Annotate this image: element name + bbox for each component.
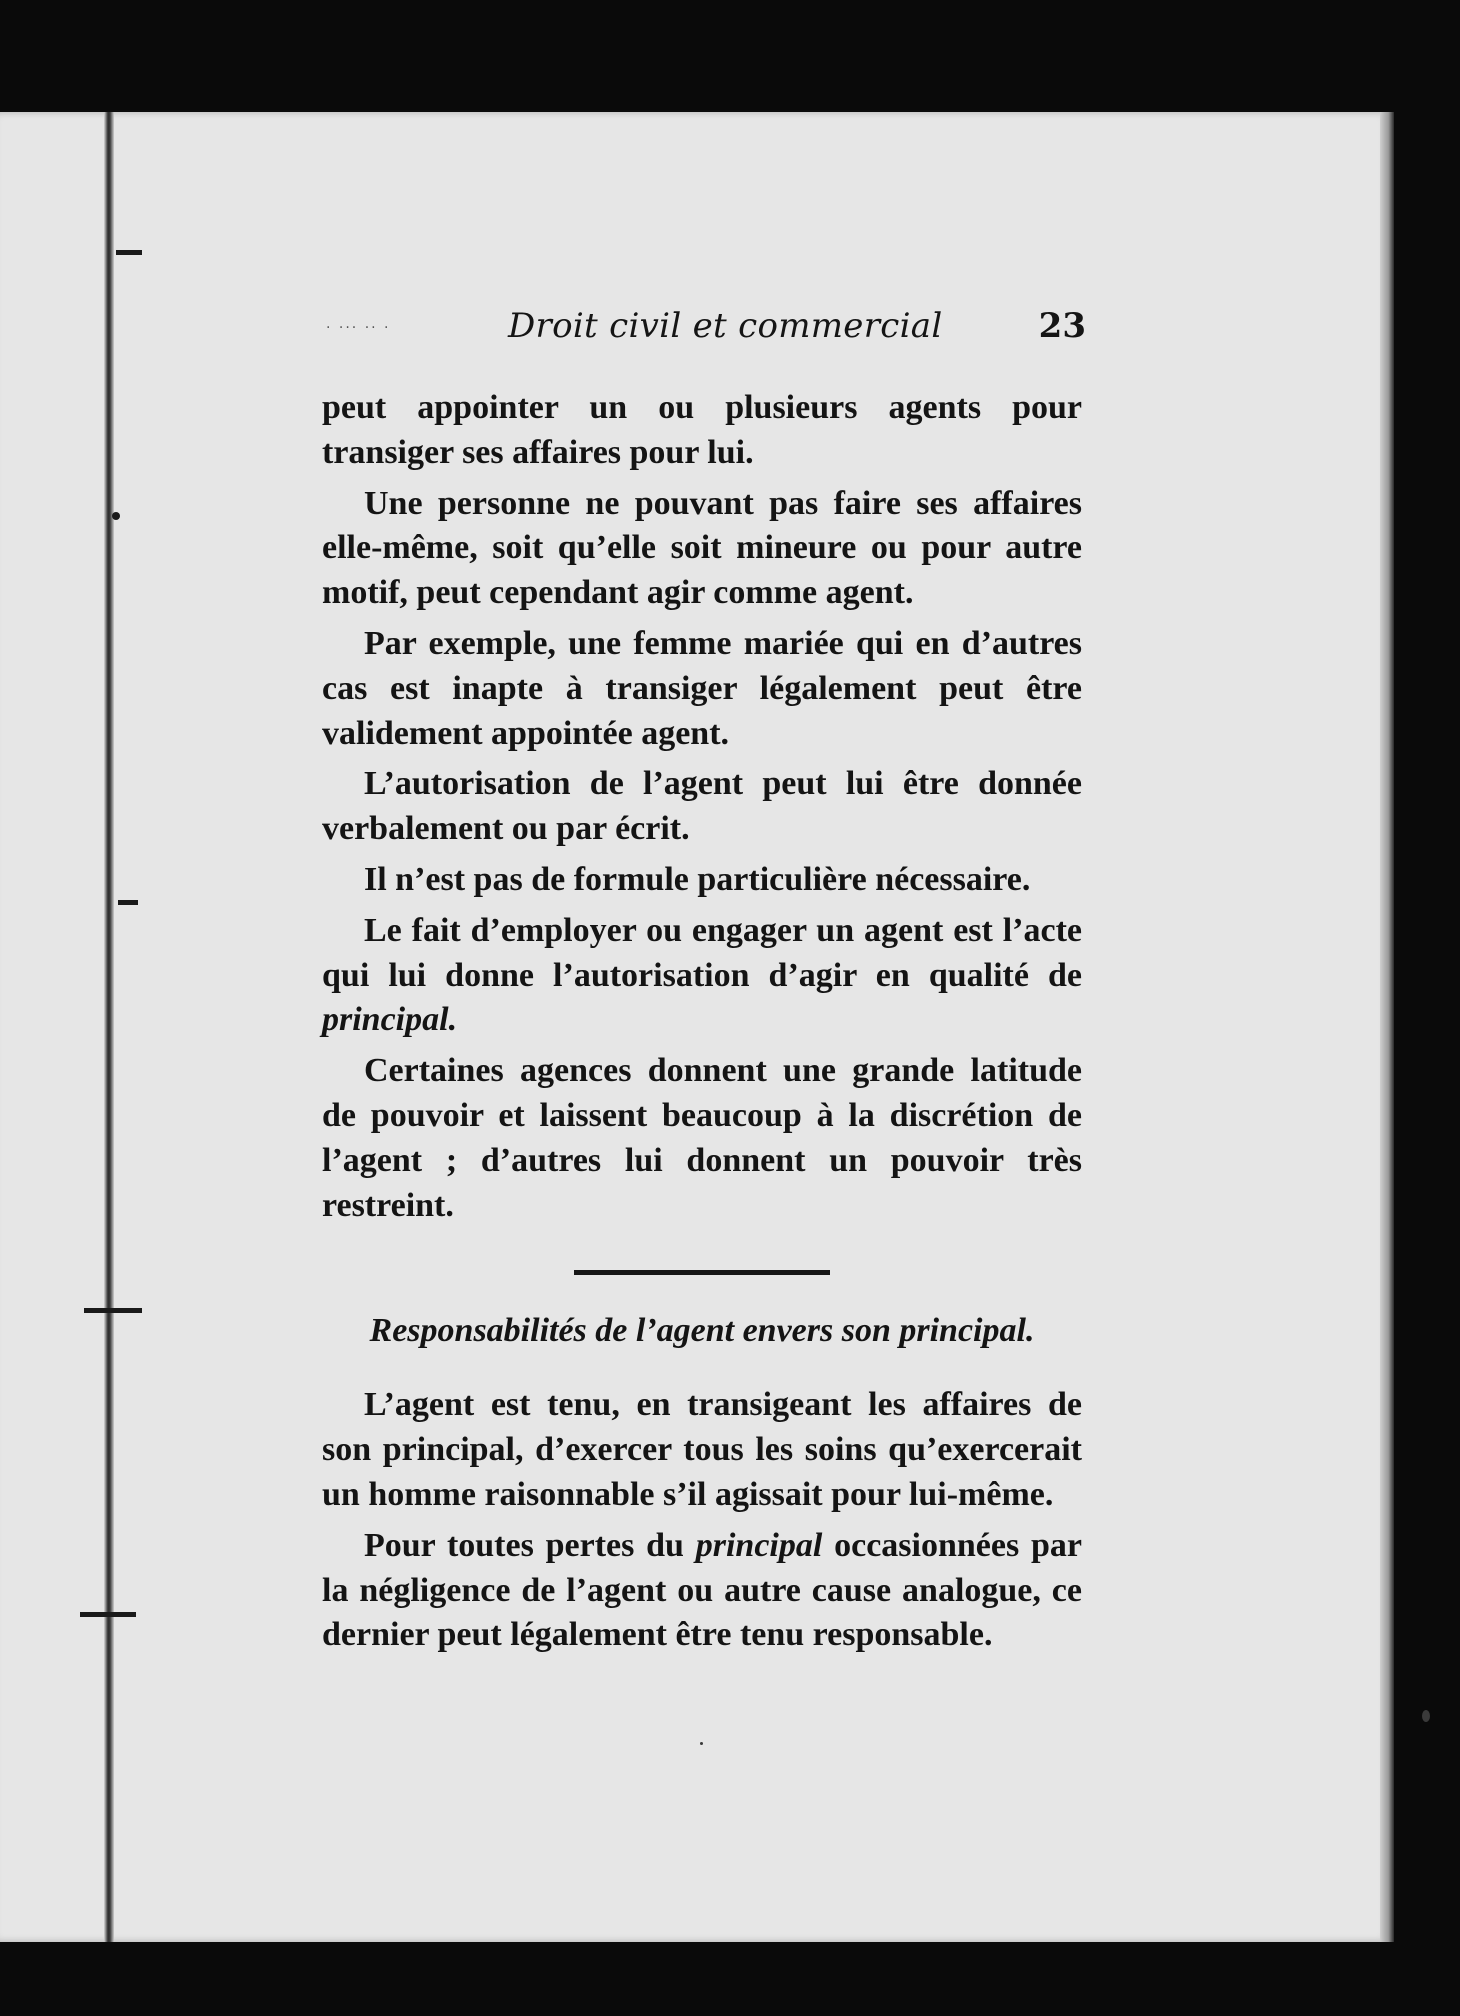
paragraph-text: peut appointer un ou plusieurs agents pour transiger ses affaires pour lui. bbox=[322, 389, 1082, 471]
paragraph-text: L’agent est tenu, en transigeant les affaires de son principal, d’exercer tous les soins qu’exercerait un homme raisonnable s’il agissait pour lui-même. bbox=[322, 1386, 1082, 1513]
binding-mark bbox=[84, 1308, 142, 1313]
paragraph bbox=[322, 482, 1082, 616]
section-divider-rule bbox=[574, 1270, 830, 1275]
paragraph bbox=[322, 386, 1082, 476]
paragraph bbox=[322, 1524, 1082, 1658]
page-body bbox=[322, 386, 1082, 1664]
paragraph bbox=[322, 762, 1082, 852]
paragraph bbox=[322, 858, 1082, 903]
dust-speck bbox=[700, 1742, 703, 1745]
binding-mark bbox=[116, 250, 142, 255]
binding-mark bbox=[112, 512, 120, 520]
page-header bbox=[320, 306, 1086, 356]
dust-speck bbox=[1422, 1710, 1430, 1722]
italic-term: principal. bbox=[322, 1001, 458, 1039]
paragraph bbox=[322, 1049, 1082, 1228]
paragraph-text: L’autorisation de l’agent peut lui être donnée verbalement ou par écrit. bbox=[322, 765, 1082, 848]
italic-term: principal bbox=[695, 1526, 823, 1564]
print-specks: · ··· ·· · bbox=[326, 320, 391, 336]
paragraph-text: Une personne ne pouvant pas faire ses affaires elle-même, soit qu’elle soit mineure ou pour autre motif, peut cependant agir comme agent. bbox=[322, 484, 1082, 612]
binding-mark bbox=[80, 1612, 136, 1617]
section-heading: Responsabilités de l’agent envers son principal. bbox=[369, 1312, 1035, 1350]
section-paragraph-list bbox=[322, 1383, 1082, 1658]
page-edge-shadow bbox=[1380, 112, 1394, 1942]
paragraph-text: Le fait d’employer ou engager un agent est l’acte qui lui donne l’autorisation d’agir en qualité de bbox=[322, 911, 1082, 994]
paragraph-text: Certaines agences donnent une grande latitude de pouvoir et laissent beaucoup à la discrétion de l’agent ; d’autres lui donnent un pouvoir très restreint. bbox=[322, 1052, 1082, 1224]
paragraph-list bbox=[322, 386, 1082, 1228]
paragraph-text: Par exemple, une femme mariée qui en d’autres cas est inapte à transiger légalement peut être validement appointée agent. bbox=[322, 624, 1082, 752]
paragraph bbox=[322, 1383, 1082, 1517]
paragraph-text: Il n’est pas de formule particulière nécessaire. bbox=[364, 860, 1031, 898]
running-title: Droit civil et commercial bbox=[508, 306, 943, 346]
page-number: 23 bbox=[1038, 306, 1086, 346]
paragraph-text: occasionnées par la négligence de l’agent ou autre cause analogue, ce dernier peut légalement être tenu responsable. bbox=[322, 1526, 1082, 1654]
book-binding bbox=[104, 112, 114, 1942]
paragraph bbox=[322, 909, 1082, 1043]
paragraph-text: Pour toutes pertes du bbox=[364, 1526, 696, 1564]
paragraph bbox=[322, 622, 1082, 756]
binding-mark bbox=[118, 900, 138, 905]
